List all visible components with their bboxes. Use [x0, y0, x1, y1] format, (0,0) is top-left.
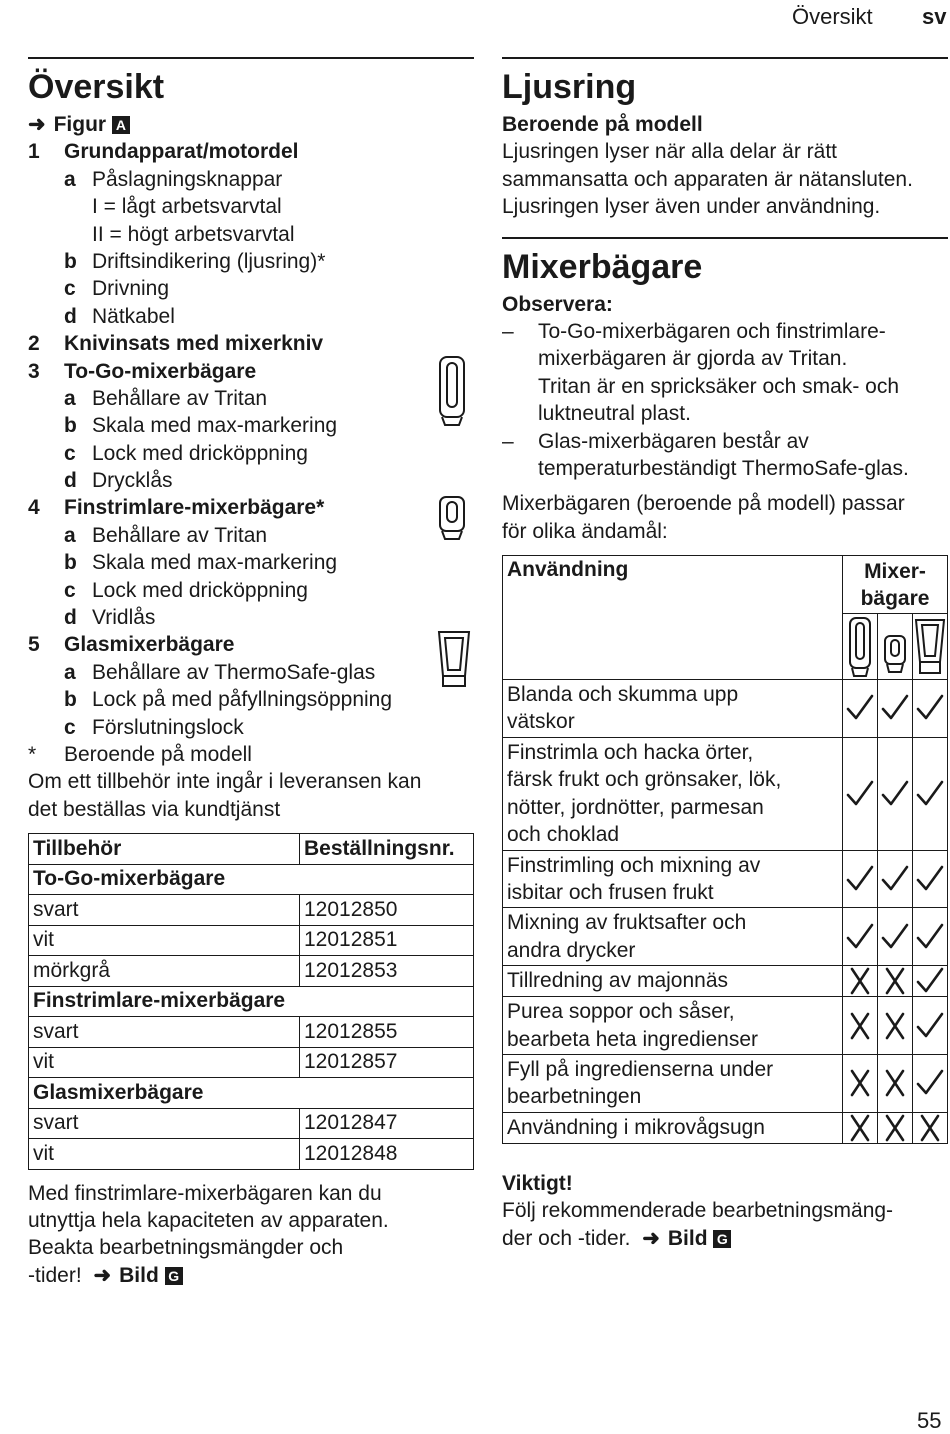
- component-subitem: a Behållare av Tritan: [64, 523, 268, 547]
- order-note-line-2: det beställas via kundtjänst: [28, 797, 281, 821]
- component-subitem: b Skala med max-markering: [64, 551, 338, 575]
- glass-jar-column-icon: [913, 614, 948, 680]
- chopper-cup-check-icon: [878, 850, 913, 908]
- accessory-row: vit 12012848: [29, 1139, 474, 1170]
- arrow-right-icon: ➜: [28, 113, 46, 136]
- footnote: * Beroende på modell: [28, 742, 252, 766]
- page-number: 55: [917, 1408, 942, 1433]
- chopper-cup-cross-icon: [878, 997, 913, 1055]
- glass-jar-check-icon: [913, 908, 948, 966]
- capacity-note-line-3: Beakta bearbetningsmängder och: [28, 1236, 344, 1260]
- chopper-cup-check-icon: [878, 680, 913, 738]
- figure-reference: ➜ Figur A: [28, 111, 474, 138]
- divider: [502, 57, 948, 59]
- arrow-right-icon: ➜: [642, 1226, 660, 1250]
- component-subitem: b Lock på med påfyllningsöppning: [64, 688, 393, 712]
- component-subitem: c Drivning: [64, 277, 170, 301]
- component-subitem: c Lock med dricköppning: [64, 578, 308, 602]
- component-item: 4 Finstrimlare-mixerbägare*: [28, 496, 325, 520]
- note-bullet-line: – To-Go-mixerbägaren och finstrimlare-: [502, 319, 886, 343]
- usage-text: Finstrimla och hacka örter, färsk frukt och grönsaker, lök, nötter, jordnötter, parmesan och choklad: [503, 737, 843, 850]
- accessory-row: svart 12012855: [29, 1017, 474, 1048]
- component-list: [28, 138, 474, 741]
- running-header-title: Översikt: [792, 4, 873, 29]
- note-bullet-line: luktneutral plast.: [538, 402, 691, 426]
- usage-row: [503, 680, 948, 738]
- component-subitem: b Driftsindikering (ljusring)*: [64, 249, 326, 273]
- accessory-header-row: Tillbehör Beställningsnr.: [29, 834, 474, 865]
- intro-line-2: för olika ändamål:: [502, 519, 668, 543]
- arrow-right-icon: ➜: [93, 1263, 112, 1287]
- usage-row: [503, 966, 948, 997]
- usage-table: [502, 555, 948, 1144]
- component-item: 2 Knivinsats med mixerkniv: [28, 332, 324, 356]
- to-go-cup-cross-icon: [843, 1054, 878, 1112]
- intro-line-1: Mixerbägaren (beroende på modell) passar: [502, 492, 905, 516]
- usage-row: [503, 908, 948, 966]
- to-go-cup-cross-icon: [843, 1112, 878, 1143]
- usage-text: Fyll på ingredienserna under bearbetningen: [503, 1054, 843, 1112]
- capacity-note-line-2: utnyttja hela kapaciteten av apparaten.: [28, 1209, 389, 1233]
- glass-jar-check-icon: [913, 1054, 948, 1112]
- note-bullet-line: mixerbägaren är gjorda av Tritan.: [538, 347, 848, 371]
- accessory-row: mörkgrå 12012853: [29, 956, 474, 987]
- accessory-section-row: Finstrimlare-mixerbägare: [29, 986, 474, 1017]
- overview-title: Översikt: [28, 68, 165, 106]
- usage-text: Blanda och skumma upp vätskor: [503, 680, 843, 738]
- component-item: 3 To-Go-mixerbägare: [28, 359, 257, 383]
- usage-row: [503, 850, 948, 908]
- to-go-cup-cross-icon: [843, 997, 878, 1055]
- accessory-section-row: Glasmixerbägare: [29, 1078, 474, 1109]
- component-subitem: b Skala med max-markering: [64, 414, 338, 438]
- accessory-row: svart 12012847: [29, 1108, 474, 1139]
- important-text-2: der och -tider. ➜ Bild G: [502, 1225, 948, 1252]
- component-subitem: c Förslutningslock: [64, 715, 244, 739]
- glass-jar-check-icon: [913, 850, 948, 908]
- component-subitem: I = lågt arbetsvarvtal: [92, 195, 282, 219]
- component-subitem: II = högt arbetsvarvtal: [92, 222, 295, 246]
- note-list: [502, 318, 948, 482]
- component-subitem: c Lock med dricköppning: [64, 441, 308, 465]
- chopper-cup-icon: [436, 495, 468, 541]
- divider: [502, 237, 948, 239]
- to-go-cup-check-icon: [843, 680, 878, 738]
- usage-row: [503, 997, 948, 1055]
- usage-row: [503, 1054, 948, 1112]
- important-text-1: Följ rekommenderade bearbetningsmäng-: [502, 1199, 894, 1223]
- to-go-cup-cross-icon: [843, 966, 878, 997]
- accessory-row: svart 12012850: [29, 895, 474, 926]
- running-header-lang: sv: [922, 4, 947, 29]
- usage-header: Användning: [503, 556, 843, 680]
- glass-jar-icon: [436, 630, 472, 688]
- component-subitem: a Behållare av ThermoSafe-glas: [64, 660, 376, 684]
- accessory-row: vit 12012857: [29, 1047, 474, 1078]
- order-note-line-1: Om ett tillbehör inte ingår i leveransen kan: [28, 770, 422, 794]
- chopper-cup-column-icon: [878, 614, 913, 680]
- mixer-cup-title: Mixerbägare: [502, 247, 703, 286]
- usage-text: Användning i mikrovågsugn: [503, 1112, 843, 1143]
- usage-row: [503, 1112, 948, 1143]
- accessory-table: [28, 833, 474, 1170]
- light-ring-text-3: Ljusringen lyser även under användning.: [502, 195, 881, 219]
- figure-box-a: A: [112, 116, 130, 134]
- to-go-cup-icon: [436, 355, 468, 427]
- component-subitem: d Drycklås: [64, 469, 173, 493]
- chopper-cup-check-icon: [878, 908, 913, 966]
- chopper-cup-check-icon: [878, 737, 913, 850]
- left-column: [28, 57, 474, 1289]
- capacity-note-line-4: -tider! ➜ Bild G: [28, 1262, 474, 1289]
- to-go-cup-check-icon: [843, 737, 878, 850]
- accessory-row: vit 12012851: [29, 925, 474, 956]
- usage-text: Tillredning av majonnäs: [503, 966, 843, 997]
- to-go-cup-check-icon: [843, 908, 878, 966]
- glass-jar-check-icon: [913, 997, 948, 1055]
- component-subitem: a Behållare av Tritan: [64, 386, 268, 410]
- to-go-cup-check-icon: [843, 850, 878, 908]
- figure-box-g: G: [165, 1267, 183, 1285]
- light-ring-text-1: Ljusringen lyser när alla delar är rätt: [502, 140, 837, 164]
- glass-jar-check-icon: [913, 966, 948, 997]
- chopper-cup-cross-icon: [878, 1054, 913, 1112]
- right-column: [502, 57, 948, 1252]
- divider: [28, 57, 474, 59]
- component-item: 1 Grundapparat/motordel: [28, 140, 299, 164]
- to-go-cup-column-icon: [843, 614, 878, 680]
- component-subitem: d Nätkabel: [64, 304, 175, 328]
- note-bullet-line: Tritan är en spricksäker och smak- och: [538, 374, 900, 398]
- component-item: 5 Glasmixerbägare: [28, 633, 235, 657]
- light-ring-text-2: sammansatta och apparaten är nätansluten.: [502, 167, 913, 191]
- glass-jar-check-icon: [913, 737, 948, 850]
- usage-text: Mixning av fruktsafter och andra drycker: [503, 908, 843, 966]
- figure-box-g: G: [713, 1230, 731, 1248]
- glass-jar-cross-icon: [913, 1112, 948, 1143]
- note-bullet-line: – Glas-mixerbägaren består av: [502, 429, 809, 453]
- usage-text: Finstrimling och mixning av isbitar och frusen frukt: [503, 850, 843, 908]
- component-subitem: a Påslagningsknappar: [64, 167, 283, 191]
- light-ring-subtitle: Beroende på modell: [502, 113, 703, 136]
- light-ring-title: Ljusring: [502, 68, 637, 106]
- observe-label: Observera:: [502, 292, 613, 316]
- important-title: Viktigt!: [502, 1171, 573, 1195]
- chopper-cup-cross-icon: [878, 1112, 913, 1143]
- note-bullet-line: temperaturbeständigt ThermoSafe-glas.: [538, 456, 909, 480]
- glass-jar-check-icon: [913, 680, 948, 738]
- capacity-note-line-1: Med finstrimlare-mixerbägaren kan du: [28, 1181, 382, 1205]
- usage-row: [503, 737, 948, 850]
- accessory-section-row: To-Go-mixerbägare: [29, 864, 474, 895]
- component-subitem: d Vridlås: [64, 606, 156, 630]
- chopper-cup-cross-icon: [878, 966, 913, 997]
- mixer-cup-header: Mixer- bägare: [843, 556, 948, 614]
- usage-text: Purea soppor och såser, bearbeta heta ingredienser: [503, 997, 843, 1055]
